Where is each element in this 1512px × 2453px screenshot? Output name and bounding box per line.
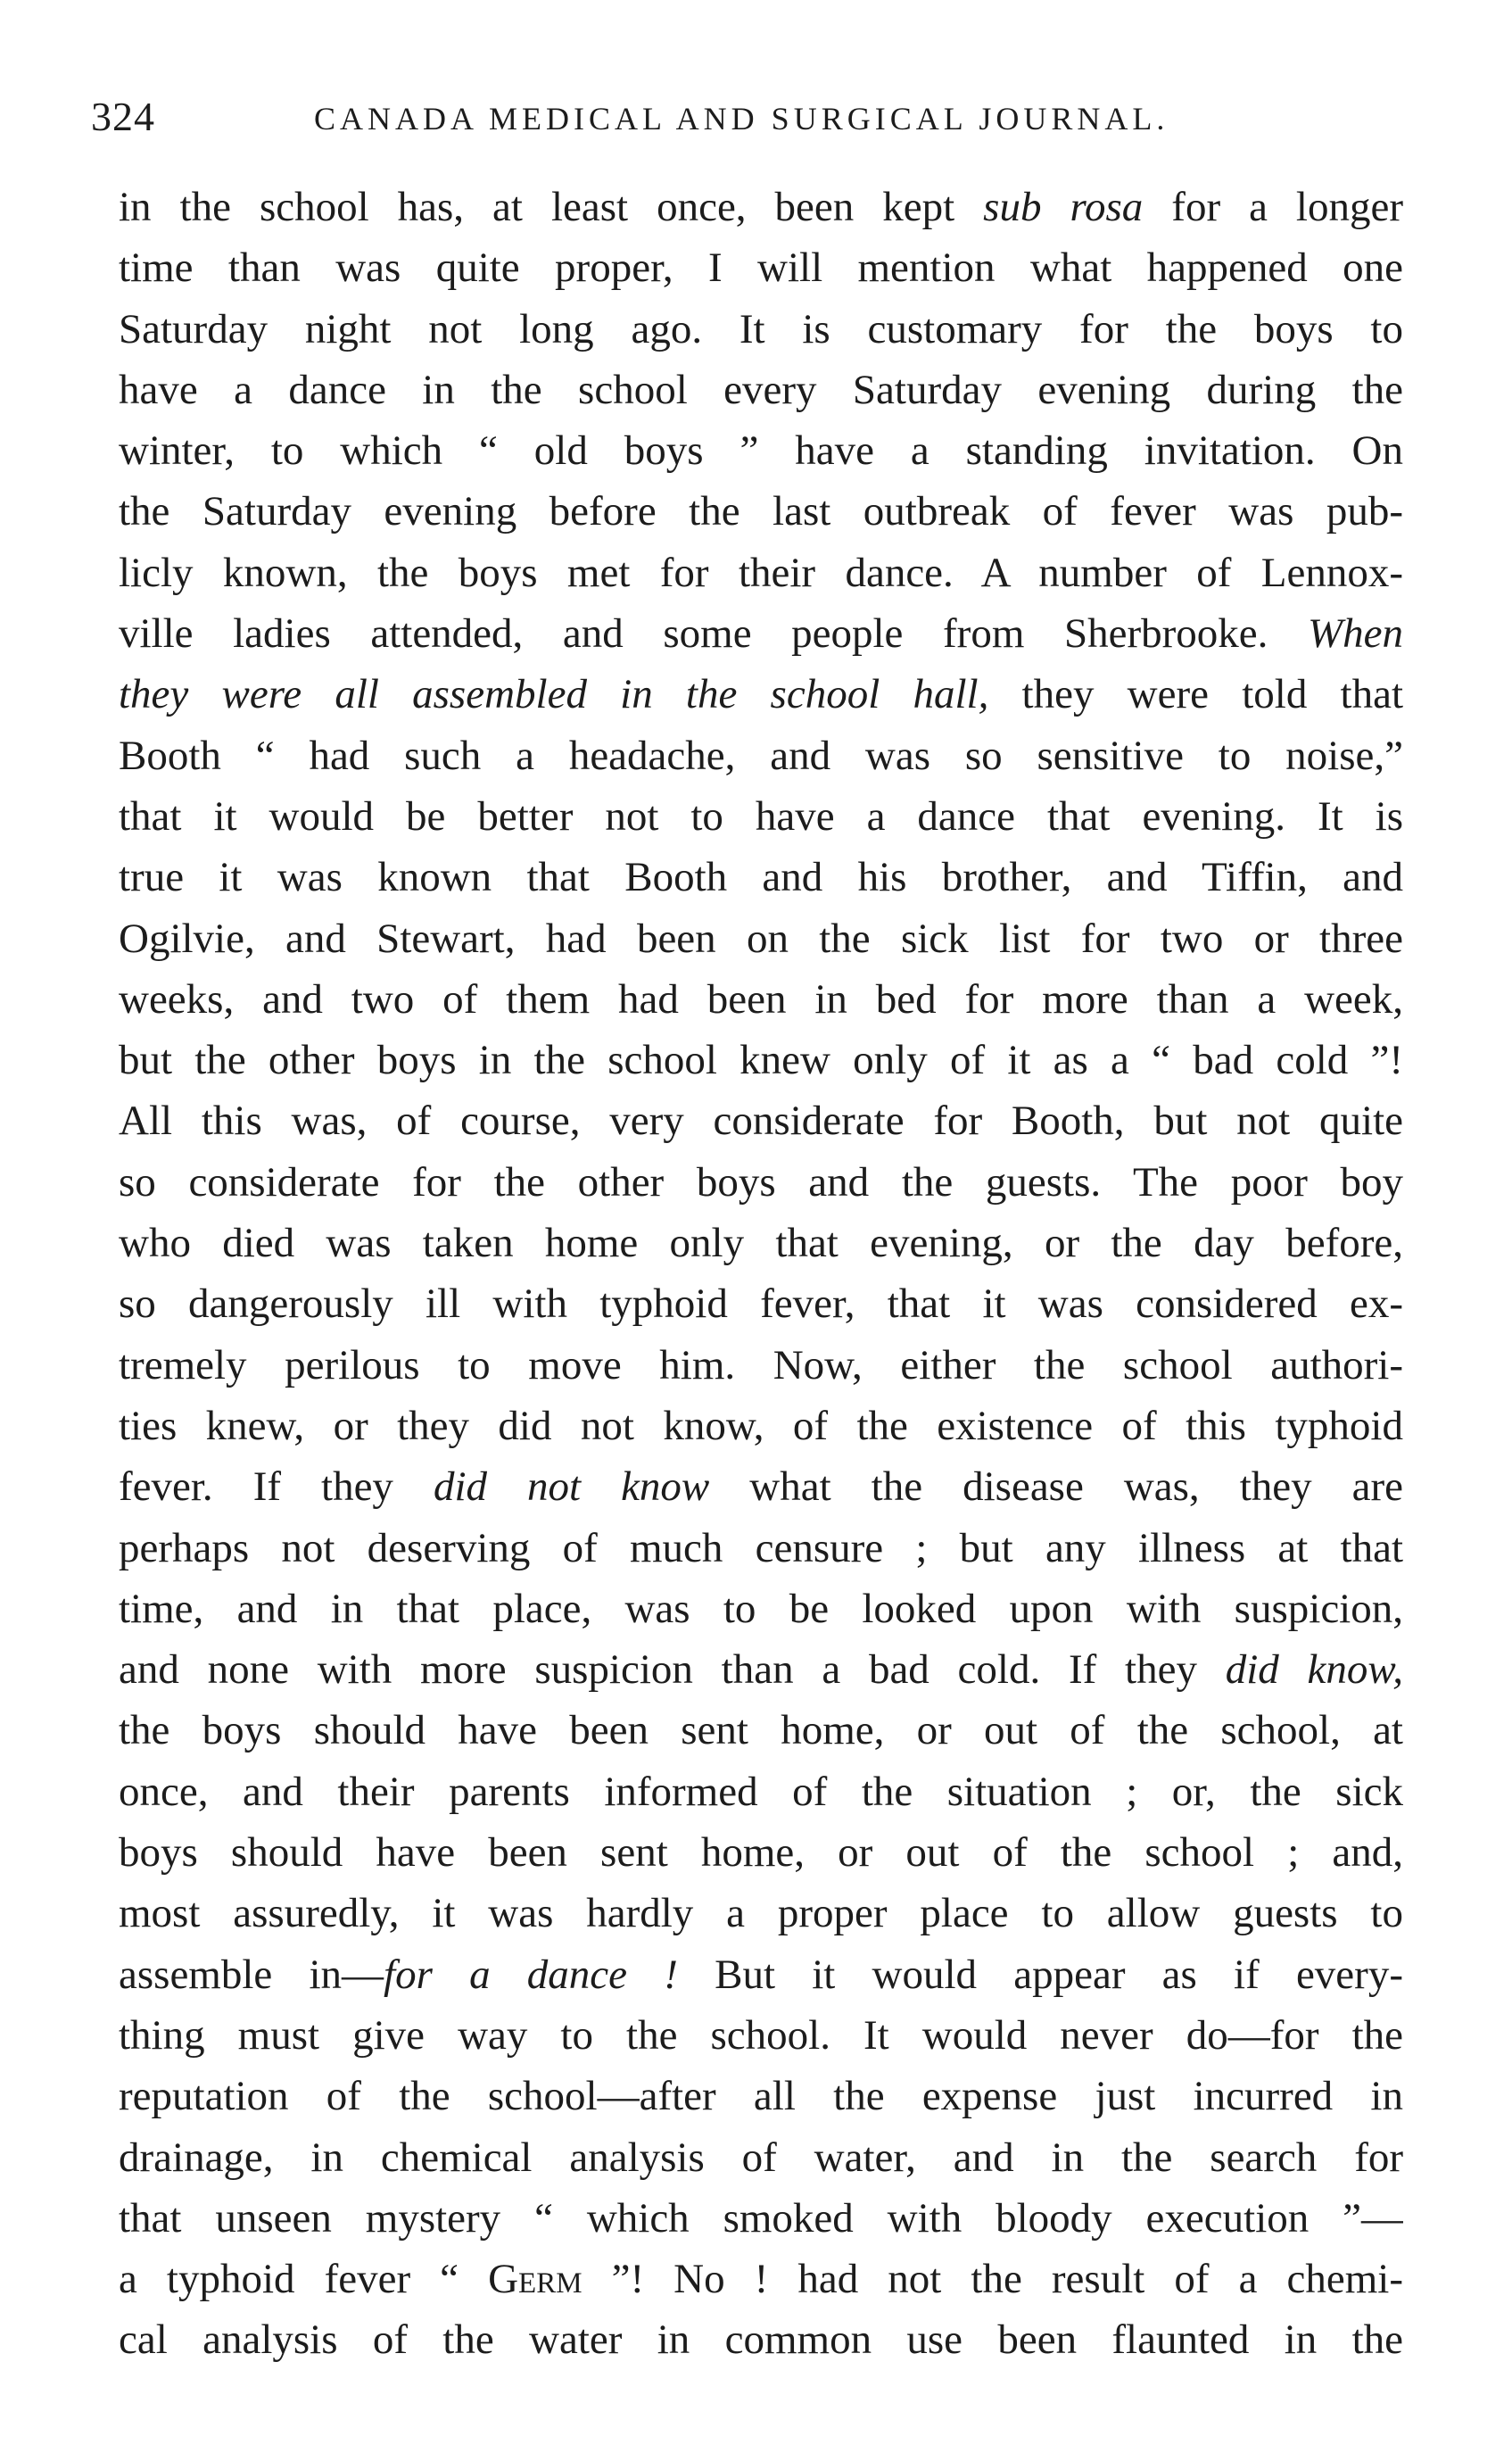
running-head	[91, 86, 1447, 148]
text-line: but the other boys in the school knew only of it as a “ bad cold ”!	[119, 1037, 1403, 1084]
text-line: licly known, the boys met for their dance. A number of Lennox-	[119, 549, 1403, 596]
text-line: weeks, and two of them had been in bed for more than a week,	[119, 975, 1403, 1023]
text-line: Ogilvie, and Stewart, had been on the sick list for two or three	[119, 915, 1403, 962]
text-line: in the school has, at least once, been kept sub rosa for a longer	[119, 184, 1403, 230]
text-line: the Saturday evening before the last outbreak of fever was pub-	[119, 488, 1403, 535]
text-line: true it was known that Booth and his brother, and Tiffin, and	[119, 854, 1403, 901]
text-line: the boys should have been sent home, or out of the school, at	[119, 1707, 1403, 1754]
text-line: time than was quite proper, I will mention what happened one	[119, 244, 1403, 292]
text-line: boys should have been sent home, or out of the school ; and,	[119, 1829, 1403, 1877]
text-line: so dangerously ill with typhoid fever, that it was considered ex-	[119, 1280, 1403, 1328]
text-line: fever. If they did not know what the disease was, they are	[119, 1463, 1403, 1511]
text-line: ville ladies attended, and some people from Sherbrooke. When	[119, 610, 1403, 658]
journal-title: CANADA MEDICAL AND SURGICAL JOURNAL.	[314, 101, 1169, 137]
text-line: who died was taken home only that evening, or the day before,	[119, 1220, 1403, 1267]
text-line: thing must give way to the school. It would never do—for the	[119, 2011, 1403, 2059]
text-line: they were all assembled in the school hall, they were told that	[119, 671, 1403, 718]
text-line: cal analysis of the water in common use been flaunted in the	[119, 2316, 1403, 2364]
text-line: reputation of the school—after all the expense just incurred in	[119, 2073, 1403, 2120]
text-line: assemble in—for a dance ! But it would appear as if every-	[119, 1951, 1403, 1998]
text-line: All this was, of course, very considerate for Booth, but not quite	[119, 1098, 1403, 1145]
text-line: perhaps not deserving of much censure ; but any illness at that	[119, 1524, 1403, 1571]
text-line: ties knew, or they did not know, of the existence of this typhoid	[119, 1402, 1403, 1449]
text-line: once, and their parents informed of the situation ; or, the sick	[119, 1768, 1403, 1815]
text-line: tremely perilous to move him. Now, either the school authori-	[119, 1341, 1403, 1388]
text-line: Booth “ had such a headache, and was so sensitive to noise,”	[119, 732, 1403, 779]
text-line: so considerate for the other boys and the guests. The poor boy	[119, 1158, 1403, 1206]
text-line: and none with more suspicion than a bad cold. If they did know,	[119, 1646, 1403, 1694]
text-line: Saturday night not long ago. It is customary for the boys to	[119, 305, 1403, 352]
text-line: drainage, in chemical analysis of water, and in the search for	[119, 2134, 1403, 2181]
text-line: have a dance in the school every Saturday evening during the	[119, 366, 1403, 413]
page-number: 324	[91, 94, 155, 139]
text-line: a typhoid fever “ Germ ”! No ! had not the result of a chemi-	[119, 2256, 1403, 2303]
text-line: winter, to which “ old boys ” have a standing invitation. On	[119, 427, 1403, 475]
text-line: that it would be better not to have a dance that evening. It is	[119, 792, 1403, 840]
text-line: time, and in that place, was to be looked upon with suspicion,	[119, 1585, 1403, 1632]
text-line: most assuredly, it was hardly a proper place to allow guests to	[119, 1890, 1403, 1937]
body-text	[119, 177, 1403, 2371]
text-line: that unseen mystery “ which smoked with bloody execution ”—	[119, 2194, 1403, 2242]
